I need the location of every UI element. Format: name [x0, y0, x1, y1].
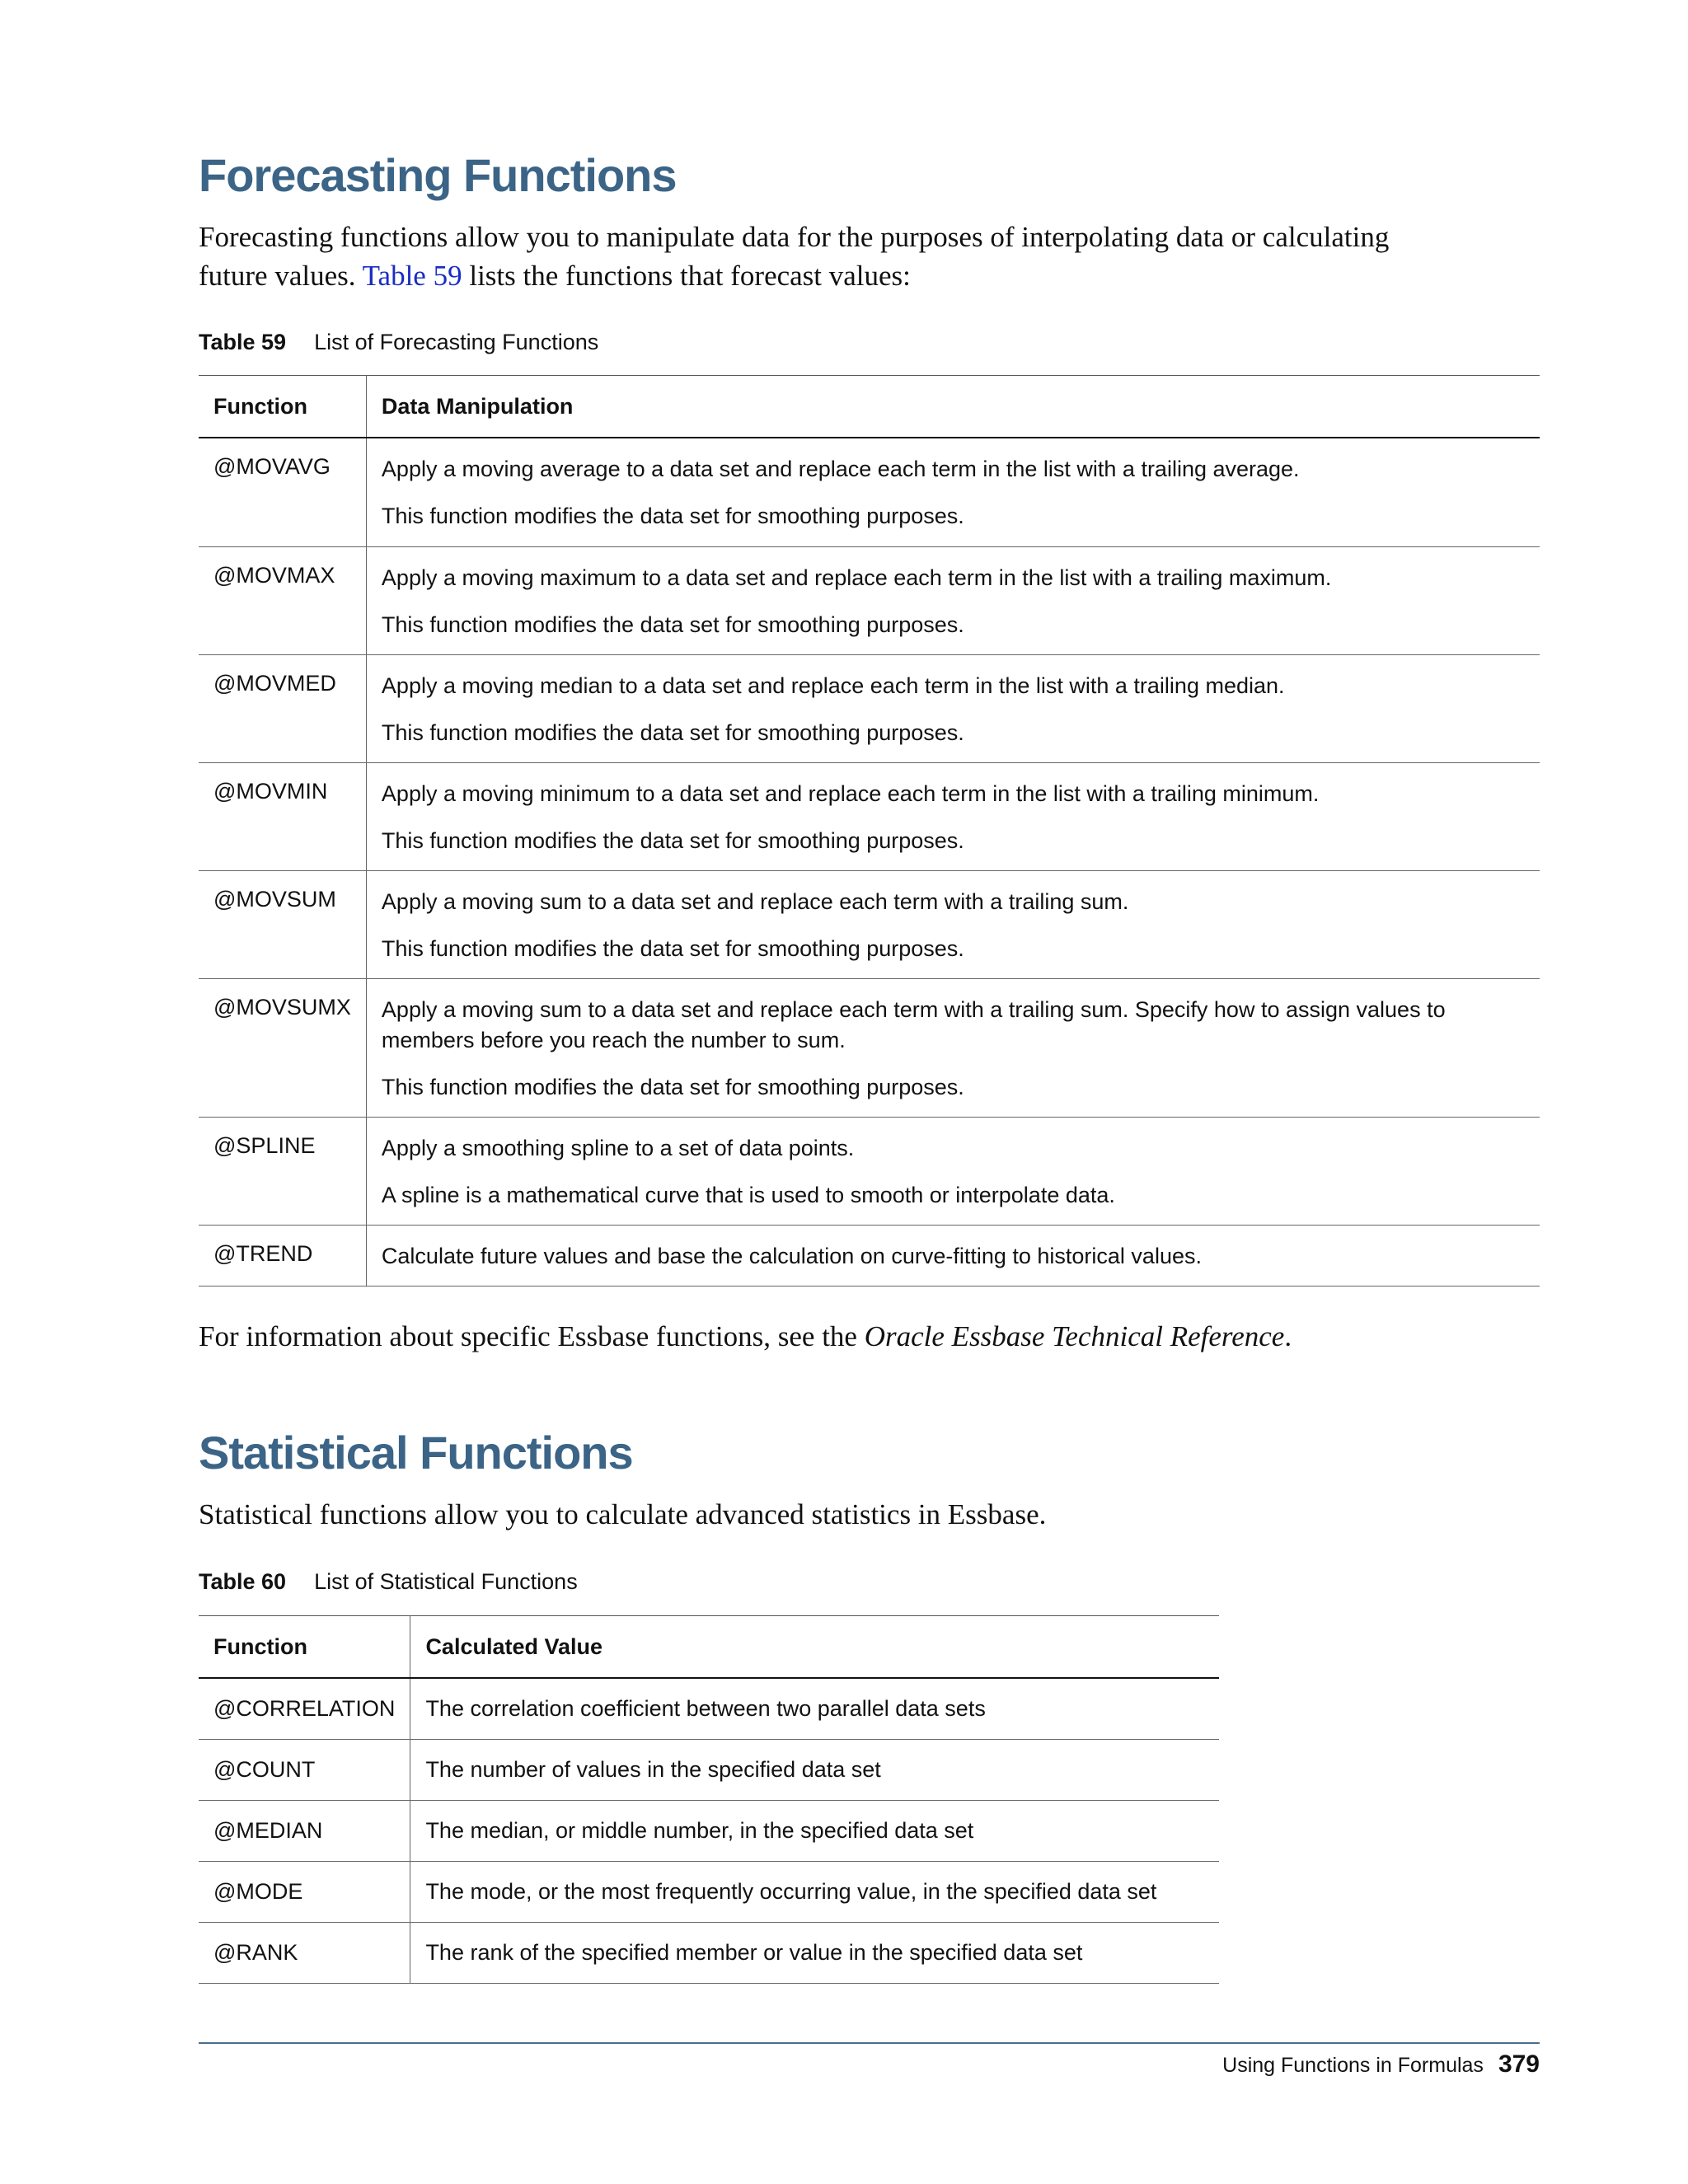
- forecasting-heading: Forecasting Functions: [199, 149, 677, 201]
- description-line: Apply a moving median to a data set and replace each term in the list with a trailing median.: [381, 673, 1285, 698]
- table-row: [199, 546, 1540, 654]
- forecasting-intro-text: Forecasting functions allow you to manipulate data for the purposes of interpolating data or calculating future values.: [199, 221, 1390, 292]
- table-row: [199, 1678, 1219, 1739]
- table-row: [199, 438, 1540, 546]
- function-cell: @MOVAVG: [199, 438, 366, 546]
- function-cell: @MODE: [199, 1861, 410, 1922]
- description-cell: The correlation coefficient between two parallel data sets: [410, 1678, 1219, 1739]
- table-row: [199, 1861, 1219, 1922]
- function-cell: @COUNT: [199, 1739, 410, 1800]
- table-header-row: [199, 1616, 1219, 1679]
- table-59-number: Table 59: [199, 330, 287, 354]
- column-header-data-manipulation: Data Manipulation: [366, 376, 1540, 438]
- column-header-function: Function: [199, 376, 366, 438]
- function-cell: @CORRELATION: [199, 1678, 410, 1739]
- description-cell: [366, 546, 1540, 654]
- table-row: [199, 762, 1540, 870]
- description-note: This function modifies the data set for smoothing purposes.: [381, 719, 964, 745]
- footer-section-title: Using Functions in Formulas: [1222, 2054, 1484, 2077]
- description-cell: [366, 762, 1540, 870]
- table-row: [199, 978, 1540, 1117]
- table-row: [199, 870, 1540, 978]
- table-header-row: [199, 376, 1540, 438]
- column-header-calculated-value: Calculated Value: [410, 1616, 1219, 1679]
- description-cell: [366, 870, 1540, 978]
- reference-title: Oracle Essbase Technical Reference: [864, 1320, 1285, 1352]
- description-line: Apply a moving minimum to a data set and replace each term in the list with a trailing minimum.: [381, 780, 1320, 806]
- description-note: This function modifies the data set for smoothing purposes.: [381, 504, 964, 528]
- forecasting-intro: [199, 218, 1394, 295]
- description-cell: [366, 978, 1540, 1117]
- statistical-heading: Statistical Functions: [199, 1427, 633, 1479]
- essbase-reference-note: [199, 1317, 1292, 1356]
- table-row: [199, 1739, 1219, 1800]
- footer-rule: [199, 2042, 1540, 2044]
- description-note: A spline is a mathematical curve that is used to smooth or interpolate data.: [381, 1182, 1115, 1207]
- table-row: [199, 1117, 1540, 1225]
- description-line: Apply a moving sum to a data set and replace each term with a trailing sum. Specify how to assign values to members before you reach the number to sum.: [381, 996, 1446, 1052]
- description-cell: The mode, or the most frequently occurring value, in the specified data set: [410, 1861, 1219, 1922]
- description-line: Apply a moving maximum to a data set and replace each term in the list with a trailing maximum.: [381, 565, 1332, 590]
- function-cell: @SPLINE: [199, 1117, 366, 1225]
- description-cell: The median, or middle number, in the specified data set: [410, 1800, 1219, 1861]
- description-line: Apply a moving average to a data set and replace each term in the list with a trailing average.: [381, 457, 1300, 481]
- function-cell: @RANK: [199, 1922, 410, 1983]
- description-note: This function modifies the data set for smoothing purposes.: [381, 1074, 964, 1099]
- description-cell: The number of values in the specified data set: [410, 1739, 1219, 1800]
- description-cell: [366, 438, 1540, 546]
- function-cell: @MOVSUM: [199, 870, 366, 978]
- page-footer: [1222, 2050, 1540, 2079]
- reference-text: For information about specific Essbase functions, see the: [199, 1320, 865, 1352]
- description-line: Calculate future values and base the calculation on curve-fitting to historical values.: [381, 1243, 1202, 1268]
- function-cell: @MEDIAN: [199, 1800, 410, 1861]
- description-cell: [366, 1225, 1540, 1286]
- page-number: 379: [1498, 2050, 1540, 2078]
- description-note: This function modifies the data set for smoothing purposes.: [381, 935, 964, 961]
- function-cell: @MOVMED: [199, 654, 366, 762]
- table-59-link[interactable]: Table 59: [362, 260, 462, 292]
- table-60-title: List of Statistical Functions: [314, 1569, 578, 1594]
- function-cell: @MOVMIN: [199, 762, 366, 870]
- description-cell: The rank of the specified member or value in the specified data set: [410, 1922, 1219, 1983]
- table-59-caption: [199, 330, 598, 355]
- function-cell: @MOVMAX: [199, 546, 366, 654]
- description-cell: [366, 654, 1540, 762]
- statistical-intro: Statistical functions allow you to calculate advanced statistics in Essbase.: [199, 1498, 1047, 1530]
- table-59-title: List of Forecasting Functions: [314, 330, 599, 354]
- forecasting-intro-text-end: lists the functions that forecast values:: [462, 260, 911, 292]
- table-row: [199, 1225, 1540, 1286]
- description-note: This function modifies the data set for smoothing purposes.: [381, 612, 964, 637]
- function-cell: @TREND: [199, 1225, 366, 1286]
- description-line: Apply a moving sum to a data set and replace each term with a trailing sum.: [381, 888, 1129, 914]
- forecasting-table: [199, 375, 1540, 1286]
- description-note: This function modifies the data set for smoothing purposes.: [381, 827, 964, 853]
- statistical-table: [199, 1615, 1219, 1984]
- table-row: [199, 1800, 1219, 1861]
- table-60-caption: [199, 1569, 578, 1595]
- table-60-number: Table 60: [199, 1569, 287, 1594]
- reference-period: .: [1284, 1320, 1292, 1352]
- description-line: Apply a smoothing spline to a set of data points.: [381, 1135, 855, 1160]
- column-header-function: Function: [199, 1616, 410, 1679]
- table-row: [199, 1922, 1219, 1983]
- function-cell: @MOVSUMX: [199, 978, 366, 1117]
- description-cell: [366, 1117, 1540, 1225]
- table-row: [199, 654, 1540, 762]
